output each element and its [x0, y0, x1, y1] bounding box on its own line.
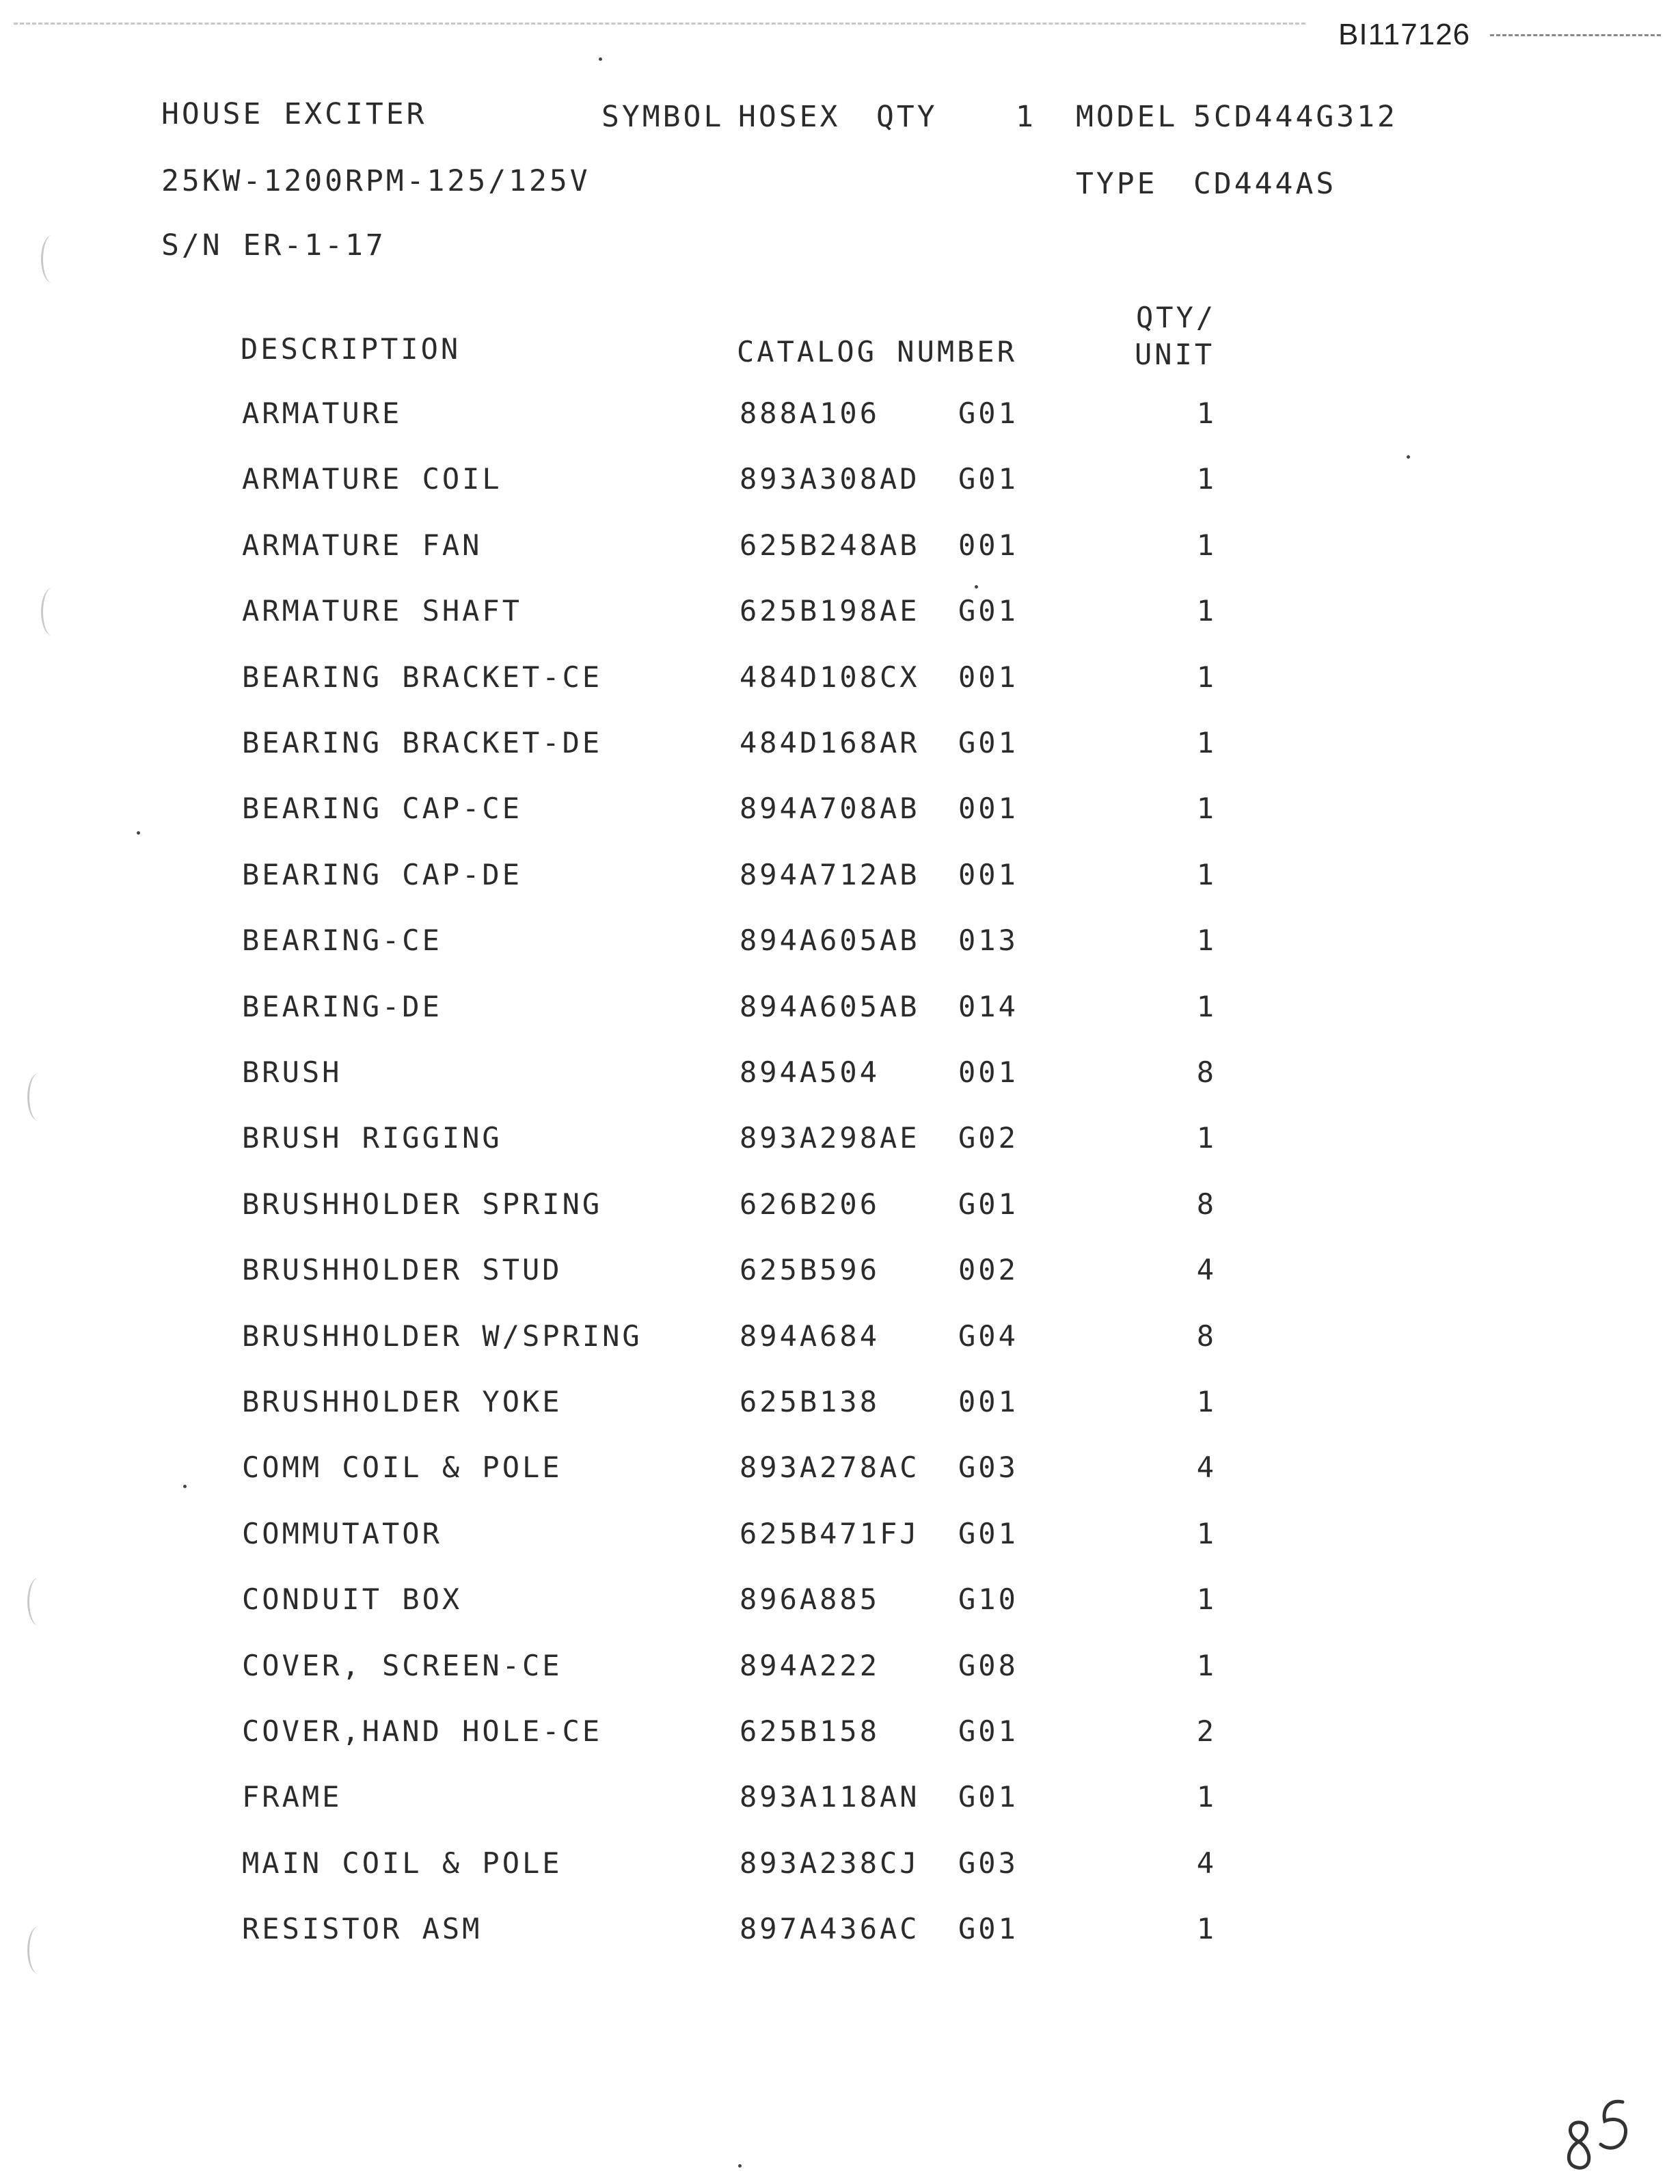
row-catalog-number: 893A308AD — [740, 462, 920, 496]
row-catalog-suffix: 001 — [958, 858, 1018, 891]
row-catalog-suffix: G08 — [958, 1649, 1018, 1682]
row-catalog-suffix: G03 — [958, 1451, 1018, 1484]
row-catalog-suffix: G01 — [958, 1780, 1018, 1814]
row-catalog-number: 893A298AE — [740, 1121, 920, 1155]
row-catalog-number: 625B596 — [740, 1253, 880, 1286]
row-catalog-number: 893A278AC — [740, 1451, 920, 1484]
col-header-qty: QTY/ — [1136, 301, 1217, 334]
row-catalog-number: 893A238CJ — [740, 1846, 920, 1880]
row-catalog-number: 894A605AB — [740, 924, 920, 957]
row-catalog-number: 894A504 — [740, 1055, 880, 1089]
scan-margin-mark — [41, 235, 64, 283]
row-catalog-number: 897A436AC — [740, 1912, 920, 1945]
row-catalog-suffix: G02 — [958, 1121, 1018, 1155]
row-description: ARMATURE COIL — [242, 462, 502, 496]
qty-value: 1 — [1016, 100, 1036, 134]
col-header-catalog-number: CATALOG NUMBER — [737, 335, 1018, 368]
row-description: ARMATURE — [242, 396, 403, 430]
row-catalog-number: 893A118AN — [740, 1780, 920, 1814]
row-catalog-number: 625B198AE — [740, 594, 920, 628]
row-catalog-number: 626B206 — [740, 1187, 880, 1221]
row-catalog-suffix: G01 — [958, 594, 1018, 628]
scan-speck — [599, 57, 602, 61]
model-label: MODEL — [1076, 100, 1178, 134]
col-header-unit: UNIT — [1135, 338, 1215, 371]
row-description: BRUSHHOLDER SPRING — [242, 1187, 603, 1221]
row-description: BRUSH — [242, 1055, 342, 1089]
symbol-label: SYMBOL — [601, 100, 724, 134]
row-qty-unit: 1 — [1196, 660, 1217, 694]
row-catalog-suffix: 013 — [958, 924, 1018, 957]
row-qty-unit: 1 — [1196, 1780, 1217, 1814]
scan-margin-mark — [27, 1926, 50, 1974]
row-qty-unit: 4 — [1196, 1451, 1217, 1484]
row-description: ARMATURE FAN — [242, 528, 483, 562]
row-description: BEARING CAP-DE — [242, 858, 523, 891]
row-qty-unit: 1 — [1196, 924, 1217, 957]
scan-margin-mark — [27, 1578, 50, 1626]
row-catalog-number: 894A605AB — [740, 990, 920, 1023]
row-catalog-number: 888A106 — [740, 396, 880, 430]
row-catalog-suffix: G10 — [958, 1582, 1018, 1616]
scan-speck — [137, 831, 140, 835]
equipment-title: HOUSE EXCITER — [161, 97, 427, 131]
col-header-description: DESCRIPTION — [241, 332, 461, 366]
row-description: BRUSH RIGGING — [242, 1121, 502, 1155]
scan-top-rule — [14, 23, 1305, 25]
row-catalog-number: 484D168AR — [740, 726, 920, 759]
row-qty-unit: 1 — [1196, 1912, 1217, 1945]
row-catalog-suffix: G04 — [958, 1319, 1018, 1353]
row-qty-unit: 1 — [1196, 792, 1217, 825]
row-qty-unit: 1 — [1196, 1582, 1217, 1616]
row-description: CONDUIT BOX — [242, 1582, 463, 1616]
row-catalog-number: 894A222 — [740, 1649, 880, 1682]
row-catalog-suffix: 001 — [958, 792, 1018, 825]
row-catalog-suffix: G01 — [958, 462, 1018, 496]
row-qty-unit: 4 — [1196, 1846, 1217, 1880]
row-catalog-number: 894A712AB — [740, 858, 920, 891]
row-catalog-suffix: 001 — [958, 1385, 1018, 1418]
row-description: BRUSHHOLDER W/SPRING — [242, 1319, 642, 1353]
row-qty-unit: 1 — [1196, 1385, 1217, 1418]
row-catalog-suffix: G01 — [958, 1912, 1018, 1945]
row-catalog-suffix: G01 — [958, 1517, 1018, 1550]
model-value: 5CD444G312 — [1193, 100, 1398, 134]
row-description: RESISTOR ASM — [242, 1912, 483, 1945]
row-description: ARMATURE SHAFT — [242, 594, 523, 628]
row-catalog-suffix: G01 — [958, 396, 1018, 430]
row-description: BEARING BRACKET-CE — [242, 660, 603, 694]
symbol-value: HOSEX — [738, 100, 841, 134]
scan-speck — [975, 585, 978, 589]
row-description: FRAME — [242, 1780, 342, 1814]
type-value: CD444AS — [1193, 167, 1337, 201]
type-label: TYPE — [1076, 167, 1158, 201]
row-catalog-suffix: G03 — [958, 1846, 1018, 1880]
scan-margin-mark — [41, 588, 64, 636]
row-qty-unit: 8 — [1196, 1319, 1217, 1353]
row-description: BRUSHHOLDER YOKE — [242, 1385, 563, 1418]
row-catalog-suffix: G01 — [958, 726, 1018, 759]
scan-top-rule-right — [1490, 34, 1661, 36]
row-description: COMM COIL & POLE — [242, 1451, 563, 1484]
scan-margin-mark — [27, 1073, 50, 1121]
row-description: MAIN COIL & POLE — [242, 1846, 563, 1880]
row-description: COVER,HAND HOLE-CE — [242, 1714, 603, 1748]
row-description: BEARING-CE — [242, 924, 442, 957]
row-qty-unit: 1 — [1196, 462, 1217, 496]
qty-label: QTY — [876, 100, 938, 134]
row-catalog-suffix: 002 — [958, 1253, 1018, 1286]
row-catalog-number: 896A885 — [740, 1582, 880, 1616]
row-qty-unit: 1 — [1196, 1517, 1217, 1550]
row-catalog-number: 894A708AB — [740, 792, 920, 825]
row-description: BEARING-DE — [242, 990, 442, 1023]
row-catalog-number: 484D108CX — [740, 660, 920, 694]
handwritten-page-mark — [1552, 2088, 1647, 2184]
row-catalog-number: 625B248AB — [740, 528, 920, 562]
scan-speck — [1407, 455, 1410, 459]
row-qty-unit: 1 — [1196, 1121, 1217, 1155]
row-description: COMMUTATOR — [242, 1517, 442, 1550]
row-description: BEARING CAP-CE — [242, 792, 523, 825]
row-catalog-suffix: G01 — [958, 1714, 1018, 1748]
scan-speck — [738, 2164, 742, 2168]
row-catalog-number: 625B471FJ — [740, 1517, 920, 1550]
row-qty-unit: 8 — [1196, 1187, 1217, 1221]
scan-speck — [183, 1485, 187, 1488]
row-catalog-suffix: 001 — [958, 528, 1018, 562]
row-qty-unit: 1 — [1196, 990, 1217, 1023]
row-catalog-suffix: G01 — [958, 1187, 1018, 1221]
row-description: COVER, SCREEN-CE — [242, 1649, 563, 1682]
row-qty-unit: 1 — [1196, 528, 1217, 562]
rating: 25KW-1200RPM-125/125V — [161, 164, 591, 198]
row-catalog-suffix: 014 — [958, 990, 1018, 1023]
row-qty-unit: 2 — [1196, 1714, 1217, 1748]
serial-number: S/N ER-1-17 — [161, 228, 386, 262]
row-catalog-suffix: 001 — [958, 1055, 1018, 1089]
row-qty-unit: 1 — [1196, 1649, 1217, 1682]
row-description: BEARING BRACKET-DE — [242, 726, 603, 759]
row-catalog-number: 625B158 — [740, 1714, 880, 1748]
row-catalog-number: 625B138 — [740, 1385, 880, 1418]
row-catalog-suffix: 001 — [958, 660, 1018, 694]
row-qty-unit: 1 — [1196, 726, 1217, 759]
row-qty-unit: 1 — [1196, 396, 1217, 430]
row-qty-unit: 1 — [1196, 594, 1217, 628]
document-id: BI117126 — [1338, 18, 1471, 51]
row-qty-unit: 8 — [1196, 1055, 1217, 1089]
row-description: BRUSHHOLDER STUD — [242, 1253, 563, 1286]
row-qty-unit: 4 — [1196, 1253, 1217, 1286]
row-qty-unit: 1 — [1196, 858, 1217, 891]
row-catalog-number: 894A684 — [740, 1319, 880, 1353]
